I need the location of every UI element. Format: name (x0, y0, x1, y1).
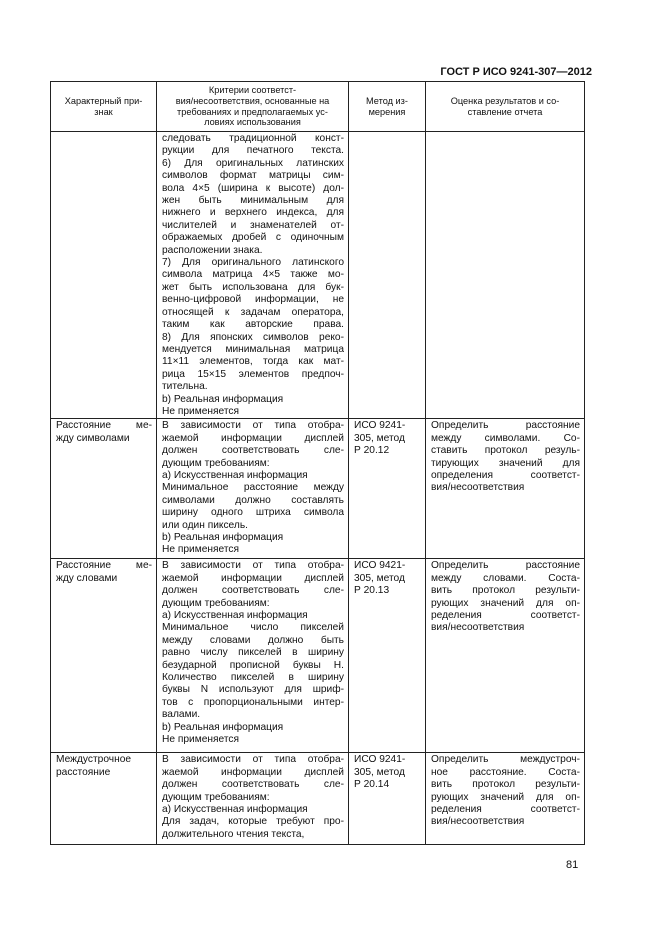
cell-evaluation-line: вить протокол результи- (431, 585, 580, 597)
cell-method-line: ИСО 9421- (354, 560, 406, 572)
cell-criteria-line: дующим требованиям: (162, 457, 270, 469)
cell-method-line: ИСО 9241- (354, 420, 406, 432)
cell-evaluation-line: вия/несоответствия (431, 816, 525, 828)
cell-criteria (157, 559, 349, 753)
cell-feature-line: расстояние (56, 766, 111, 778)
column-header-criteria-line: ловиях использования (204, 117, 301, 128)
cell-criteria-line: или один пиксель. (162, 519, 248, 531)
column-header-method-line: мерения (368, 106, 406, 117)
cell-criteria-line: дующим требованиям: (162, 597, 270, 609)
cell-criteria-line: b) Реальная информация (162, 393, 284, 405)
cell-evaluation-line: вить протокол результи- (431, 779, 580, 791)
cell-criteria-line: жаемой информации дисплей (162, 766, 344, 778)
cell-evaluation-line: Определить междустроч- (431, 754, 580, 766)
cell-evaluation (426, 753, 585, 845)
table-row (51, 132, 585, 419)
column-header-evaluation-line: ставление отчета (467, 106, 543, 117)
table-header-row (51, 82, 585, 132)
cell-criteria-line: Минимальное расстояние между (162, 482, 344, 494)
cell-feature (51, 132, 157, 419)
cell-method-line: 305, метод (354, 432, 405, 444)
cell-criteria-line: должен соответствовать сле- (162, 779, 344, 791)
cell-criteria (157, 132, 349, 419)
cell-feature (51, 559, 157, 753)
cell-criteria-line: а) Искусственная информация (162, 469, 308, 481)
cell-criteria-line: рукции для печатного текста. (162, 145, 344, 157)
cell-criteria-line: мендуется минимальная матрица (162, 343, 344, 355)
column-header-feature-line: Характерный при- (64, 95, 143, 106)
cell-feature-line: жду символами (56, 432, 130, 444)
column-header-criteria-line: вия/несоответствия, основанные на (175, 95, 330, 106)
cell-method (349, 753, 426, 845)
cell-evaluation-line: тирующих значений для (431, 457, 580, 469)
column-header-method (349, 82, 426, 132)
table-row (51, 559, 585, 753)
cell-criteria-line: а) Искусственная информация (162, 609, 308, 621)
cell-evaluation (426, 419, 585, 559)
page-number: 81 (566, 859, 579, 871)
cell-criteria-line: Количество пикселей в ширину (162, 672, 344, 683)
cell-criteria-line: равно числу пикселей в ширину (162, 647, 344, 659)
column-header-evaluation-line: Оценка результатов и со- (450, 95, 560, 106)
cell-criteria-line: вола 4×5 (ширина к высоте) дол- (162, 182, 344, 194)
cell-evaluation-line: ставить протокол резуль- (431, 445, 580, 457)
cell-criteria-line: Не применяется (162, 734, 240, 746)
cell-criteria-line: b) Реальная информация (162, 721, 284, 733)
cell-criteria (157, 753, 349, 845)
cell-method-line: 305, метод (354, 572, 405, 584)
cell-criteria-line: 8) Для японских символов реко- (162, 331, 344, 343)
column-header-criteria (157, 82, 349, 132)
cell-criteria-line: следовать традиционной конст- (162, 133, 344, 144)
cell-feature-line: Расстояние ме- (56, 420, 152, 432)
cell-method-line: ИСО 9241- (354, 754, 406, 766)
cell-criteria-line: рица 15×15 элементов предпоч- (162, 368, 344, 380)
cell-criteria-line: числителей и знаменателей от- (162, 219, 344, 231)
cell-criteria-line: 6) Для оригинальных латинских (162, 157, 344, 169)
table-row (51, 753, 585, 845)
cell-criteria-line: ображаемых дробей с одиночным (162, 232, 344, 244)
cell-evaluation-line: Определить расстояние (431, 420, 580, 432)
column-header-method-line: Метод из- (366, 95, 408, 106)
cell-method (349, 419, 426, 559)
cell-criteria-line: символа матрица 4×5 также мо- (162, 269, 344, 281)
cell-feature-line: Междустрочное (56, 754, 132, 766)
column-header-feature (51, 82, 157, 132)
cell-criteria-line: дующим требованиям: (162, 791, 270, 803)
cell-criteria-line: тов с пропорциональными интер- (162, 696, 344, 708)
cell-criteria-line: В зависимости от типа отобра- (162, 560, 344, 572)
cell-criteria-line: жаемой информации дисплей (162, 432, 344, 444)
cell-criteria-line: Для задач, которые требуют про- (162, 816, 344, 828)
cell-method-line: Р 20.12 (354, 445, 390, 457)
cell-criteria (157, 419, 349, 559)
requirements-table (50, 81, 585, 845)
cell-criteria-line: 11×11 элементов, тогда как мат- (162, 356, 344, 368)
cell-criteria-line: буквы N используют для шриф- (162, 684, 344, 696)
cell-evaluation-line: вия/несоответствия (431, 622, 525, 634)
cell-feature-line: жду словами (56, 572, 118, 584)
column-header-criteria-line: требованиях и предполагаемых ус- (177, 106, 328, 117)
cell-feature (51, 753, 157, 845)
cell-criteria-line: ширину одного штриха символа (162, 507, 344, 519)
cell-evaluation (426, 559, 585, 753)
cell-criteria-line: В зависимости от типа отобра- (162, 420, 344, 432)
cell-criteria-line: между словами должно быть (162, 634, 344, 646)
cell-criteria-line: нижнего и верхнего индекса, для (162, 207, 344, 219)
column-header-feature-line: знак (94, 106, 113, 117)
table-row (51, 419, 585, 559)
cell-evaluation-line: определения соответст- (431, 469, 580, 481)
cell-criteria-line: должен соответствовать сле- (162, 585, 344, 597)
cell-evaluation (426, 132, 585, 419)
cell-evaluation-line: рующих значений для оп- (431, 791, 580, 803)
cell-criteria-line: Не применяется (162, 544, 240, 556)
cell-criteria-line: венно-цифровой информации, не (162, 294, 344, 306)
cell-method (349, 132, 426, 419)
cell-criteria-line: символов формат матрицы сим- (162, 170, 344, 182)
cell-evaluation-line: ное расстояние. Соста- (431, 766, 580, 778)
column-header-criteria-line: Критерии соответст- (208, 85, 297, 96)
cell-evaluation-line: вия/несоответствия (431, 482, 525, 494)
cell-criteria-line: 7) Для оригинального латинского (162, 257, 344, 269)
cell-criteria-line: жен быть минимальным для (162, 195, 344, 207)
cell-feature-line: Расстояние ме- (56, 560, 152, 572)
cell-method-line: 305, метод (354, 766, 405, 778)
cell-criteria-line: b) Реальная информация (162, 532, 284, 543)
cell-criteria-line: жет быть использована для бук- (162, 281, 344, 293)
cell-criteria-line: относящей к задачам оператора, (162, 306, 344, 318)
cell-evaluation-line: Определить расстояние (431, 560, 580, 572)
cell-evaluation-line: ределения соответст- (431, 803, 580, 815)
cell-evaluation-line: рующих значений для оп- (431, 597, 580, 609)
cell-evaluation-line: между словами. Соста- (431, 572, 580, 584)
cell-criteria-line: расположении знака. (162, 244, 263, 256)
cell-criteria-line: а) Искусственная информация (162, 803, 308, 815)
cell-criteria-line: валами. (162, 709, 201, 721)
cell-criteria-line: символами должно составлять (162, 494, 344, 506)
cell-criteria-line: жаемой информации дисплей (162, 572, 344, 584)
cell-criteria-line: таким как авторские права. (162, 319, 344, 331)
cell-criteria-line: должительного чтения текста, (162, 828, 305, 840)
cell-method-line: Р 20.14 (354, 779, 390, 791)
cell-feature (51, 419, 157, 559)
cell-criteria-line: безударной прописной буквы Н. (162, 659, 344, 671)
cell-criteria-line: тительна. (162, 381, 208, 393)
cell-criteria-line: должен соответствовать сле- (162, 445, 344, 457)
cell-evaluation-line: ределения соответст- (431, 609, 580, 621)
cell-criteria-line: Минимальное число пикселей (162, 622, 344, 634)
cell-criteria-line: Не применяется (162, 405, 240, 417)
cell-method-line: Р 20.13 (354, 585, 390, 597)
column-header-evaluation (426, 82, 585, 132)
cell-criteria-line: В зависимости от типа отобра- (162, 754, 344, 766)
document-code: ГОСТ Р ИСО 9241-307—2012 (440, 66, 592, 78)
cell-evaluation-line: между символами. Со- (431, 432, 580, 444)
cell-method (349, 559, 426, 753)
